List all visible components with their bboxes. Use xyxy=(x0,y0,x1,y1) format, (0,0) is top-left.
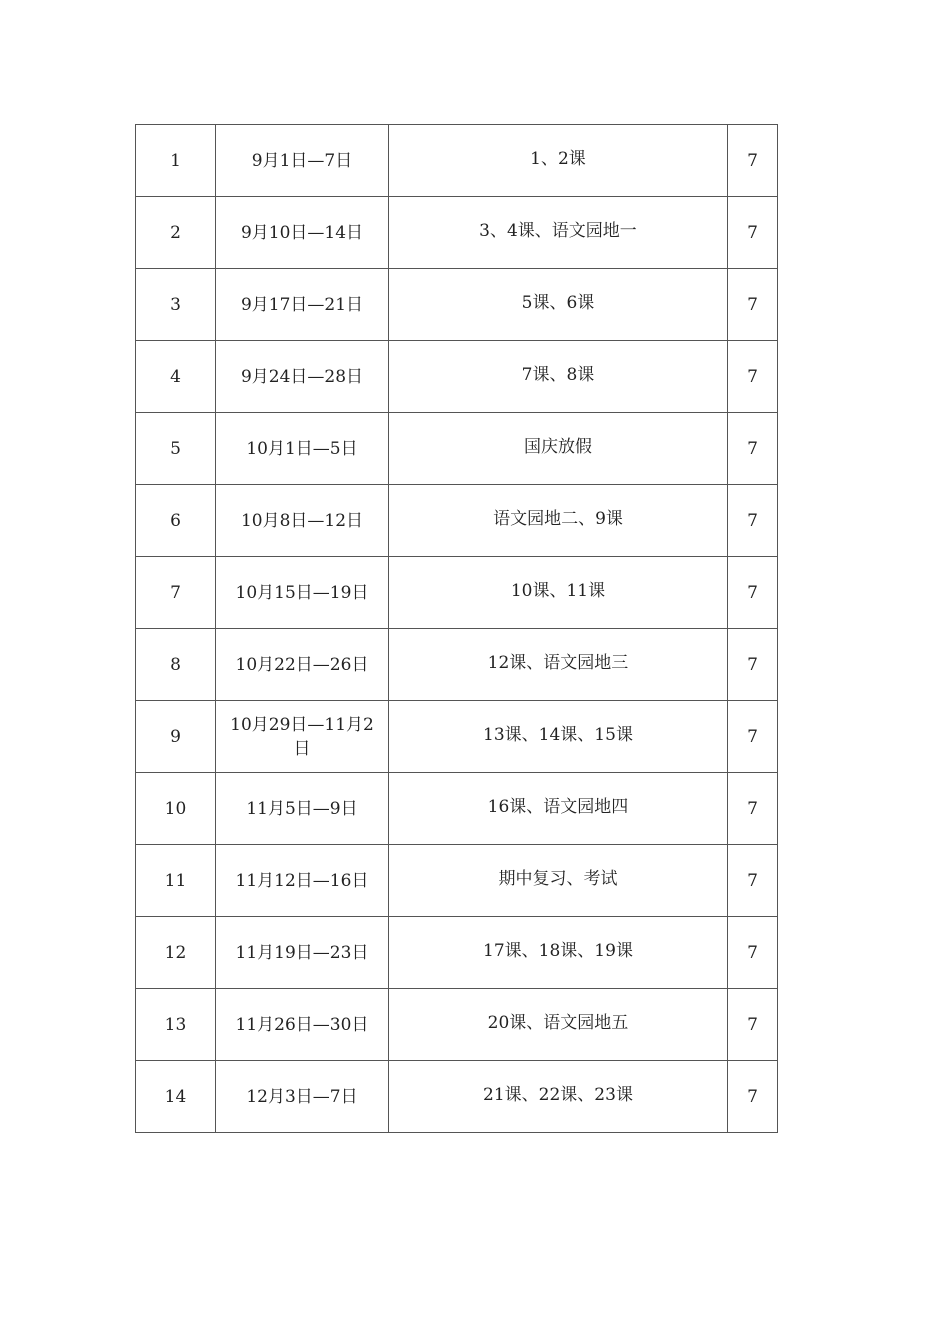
hours-cell: 7 xyxy=(728,1061,778,1133)
lesson-content-cell: 13课、14课、15课 xyxy=(389,701,728,773)
hours-cell: 7 xyxy=(728,197,778,269)
table-row xyxy=(136,773,778,845)
lesson-content-cell: 21课、22课、23课 xyxy=(389,1061,728,1133)
week-number-cell: 3 xyxy=(136,269,216,341)
hours-cell: 7 xyxy=(728,485,778,557)
lesson-content-cell: 17课、18课、19课 xyxy=(389,917,728,989)
table-row xyxy=(136,1061,778,1133)
schedule-body xyxy=(136,125,778,1133)
hours-cell: 7 xyxy=(728,269,778,341)
lesson-content-cell: 5课、6课 xyxy=(389,269,728,341)
date-range-cell: 9月24日—28日 xyxy=(216,341,389,413)
lesson-content-cell: 1、2课 xyxy=(389,125,728,197)
table-row xyxy=(136,629,778,701)
date-range-cell: 10月29日—11月2日 xyxy=(216,701,389,773)
week-number-cell: 12 xyxy=(136,917,216,989)
date-range-cell: 11月26日—30日 xyxy=(216,989,389,1061)
table-row xyxy=(136,917,778,989)
table-row xyxy=(136,485,778,557)
lesson-content-cell: 期中复习、考试 xyxy=(389,845,728,917)
date-range-cell: 10月15日—19日 xyxy=(216,557,389,629)
hours-cell: 7 xyxy=(728,629,778,701)
week-number-cell: 7 xyxy=(136,557,216,629)
hours-cell: 7 xyxy=(728,341,778,413)
date-range-cell: 9月1日—7日 xyxy=(216,125,389,197)
table-row xyxy=(136,269,778,341)
date-range-cell: 11月12日—16日 xyxy=(216,845,389,917)
hours-cell: 7 xyxy=(728,701,778,773)
week-number-cell: 8 xyxy=(136,629,216,701)
lesson-content-cell: 国庆放假 xyxy=(389,413,728,485)
week-number-cell: 6 xyxy=(136,485,216,557)
date-range-cell: 9月17日—21日 xyxy=(216,269,389,341)
lesson-content-cell: 10课、11课 xyxy=(389,557,728,629)
lesson-content-cell: 20课、语文园地五 xyxy=(389,989,728,1061)
week-number-cell: 2 xyxy=(136,197,216,269)
week-number-cell: 14 xyxy=(136,1061,216,1133)
lesson-content-cell: 3、4课、语文园地一 xyxy=(389,197,728,269)
week-number-cell: 1 xyxy=(136,125,216,197)
date-range-cell: 11月5日—9日 xyxy=(216,773,389,845)
week-number-cell: 9 xyxy=(136,701,216,773)
lesson-content-cell: 7课、8课 xyxy=(389,341,728,413)
table-row xyxy=(136,845,778,917)
hours-cell: 7 xyxy=(728,845,778,917)
week-number-cell: 11 xyxy=(136,845,216,917)
table-row xyxy=(136,701,778,773)
lesson-content-cell: 16课、语文园地四 xyxy=(389,773,728,845)
hours-cell: 7 xyxy=(728,917,778,989)
table-row xyxy=(136,989,778,1061)
hours-cell: 7 xyxy=(728,989,778,1061)
date-range-cell: 10月8日—12日 xyxy=(216,485,389,557)
week-number-cell: 4 xyxy=(136,341,216,413)
week-number-cell: 5 xyxy=(136,413,216,485)
table-row xyxy=(136,413,778,485)
teaching-schedule-table xyxy=(135,124,778,1133)
date-range-cell: 10月1日—5日 xyxy=(216,413,389,485)
lesson-content-cell: 语文园地二、9课 xyxy=(389,485,728,557)
date-range-cell: 9月10日—14日 xyxy=(216,197,389,269)
table-row xyxy=(136,125,778,197)
date-range-cell: 10月22日—26日 xyxy=(216,629,389,701)
hours-cell: 7 xyxy=(728,557,778,629)
lesson-content-cell: 12课、语文园地三 xyxy=(389,629,728,701)
table-row xyxy=(136,557,778,629)
week-number-cell: 13 xyxy=(136,989,216,1061)
table-row xyxy=(136,341,778,413)
table-row xyxy=(136,197,778,269)
week-number-cell: 10 xyxy=(136,773,216,845)
hours-cell: 7 xyxy=(728,773,778,845)
date-range-cell: 11月19日—23日 xyxy=(216,917,389,989)
hours-cell: 7 xyxy=(728,125,778,197)
date-range-cell: 12月3日—7日 xyxy=(216,1061,389,1133)
hours-cell: 7 xyxy=(728,413,778,485)
